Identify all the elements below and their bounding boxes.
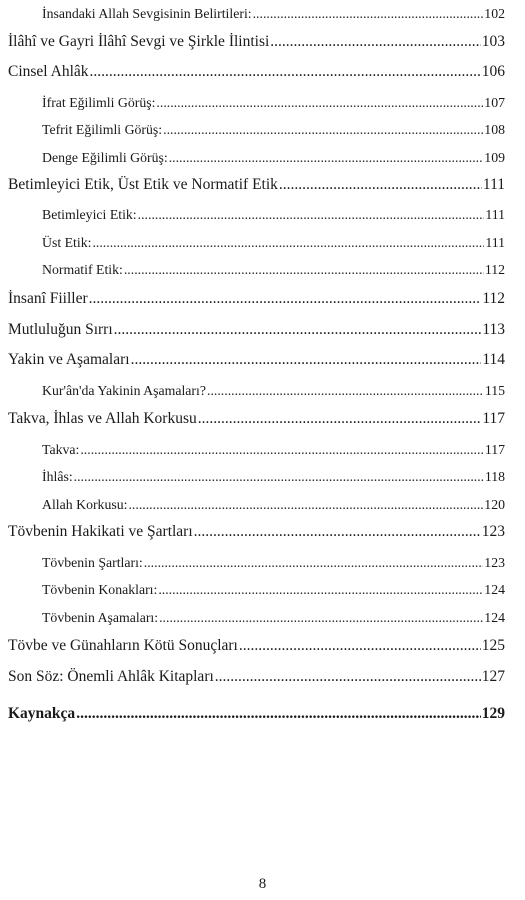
toc-entry-page: 124 <box>484 610 505 625</box>
toc-entry-title: Takva: <box>42 442 80 457</box>
toc-entry-page: 123 <box>481 523 505 540</box>
toc-entry <box>8 410 505 428</box>
toc-entry-title: Normatif Etik: <box>42 262 123 277</box>
toc-entry-title: Betimleyici Etik, Üst Etik ve Normatif Etik <box>8 176 278 193</box>
toc-entry <box>8 176 505 194</box>
toc-entry-page: 115 <box>484 383 505 398</box>
dot-leader <box>169 150 484 166</box>
toc-entry <box>8 351 505 369</box>
toc-entry <box>42 442 505 458</box>
dot-leader <box>159 610 483 626</box>
toc-entry-title: Son Söz: Önemli Ahlâk Kitapları <box>8 668 214 685</box>
toc-entry-page: 109 <box>484 150 505 165</box>
dot-leader <box>253 6 484 22</box>
toc-entry-title: Tövbenin Şartları: <box>42 555 143 570</box>
toc-entry-title: Tefrit Eğilimli Görüş: <box>42 122 163 137</box>
toc-entry-page: 114 <box>482 351 505 368</box>
toc-entry-title: İhlâs: <box>42 469 73 484</box>
toc-entry <box>42 95 505 111</box>
toc-entry <box>42 497 505 513</box>
toc-entry-title: Tövbe ve Günahların Kötü Sonuçları <box>8 637 238 654</box>
toc-entry-page: 112 <box>482 290 505 307</box>
toc-entry-title: İnsanî Fiiller <box>8 290 88 307</box>
toc-entry <box>42 262 505 278</box>
toc-entry-page: 103 <box>481 33 505 50</box>
dot-leader <box>74 469 484 485</box>
toc-entry-title: Allah Korkusu: <box>42 497 128 512</box>
toc-entry-title: Tövbenin Aşamaları: <box>42 610 159 625</box>
toc-entry-title: Tövbenin Hakikati ve Şartları <box>8 523 193 540</box>
dot-leader <box>156 95 483 111</box>
toc-entry <box>8 33 505 51</box>
dot-leader <box>207 383 484 399</box>
toc-entry <box>42 207 505 223</box>
toc-entry-page: 111 <box>485 235 505 250</box>
dot-leader <box>89 290 482 308</box>
toc-entry-page: 102 <box>484 6 505 21</box>
toc-entry <box>8 290 505 308</box>
dot-leader <box>270 33 480 51</box>
toc-entry-title: Üst Etik: <box>42 235 92 250</box>
toc-entry <box>42 6 505 22</box>
toc-entry-title: İfrat Eğilimli Görüş: <box>42 95 156 110</box>
toc-entry-page: 106 <box>481 63 505 80</box>
dot-leader <box>131 351 482 369</box>
toc-entry-title: İnsandaki Allah Sevgisinin Belirtileri: <box>42 6 252 21</box>
dot-leader <box>138 207 485 223</box>
toc-entry-page: 124 <box>484 582 505 597</box>
dot-leader <box>124 262 484 278</box>
toc-entry-title: İlâhî ve Gayri İlâhî Sevgi ve Şirkle İlintisi <box>8 33 270 50</box>
toc-entry-page: 113 <box>482 321 505 338</box>
toc-entry-page: 111 <box>482 176 505 193</box>
toc-entry <box>42 555 505 571</box>
toc-entry <box>42 610 505 626</box>
dot-leader <box>90 63 481 81</box>
toc-entry-page: 118 <box>484 469 505 484</box>
toc-entry-page: 125 <box>481 637 505 654</box>
dot-leader <box>114 321 482 339</box>
toc-entry-title: Takva, İhlas ve Allah Korkusu <box>8 410 197 427</box>
toc-entry <box>8 668 505 686</box>
toc-entry <box>8 321 505 339</box>
toc-entry <box>42 150 505 166</box>
toc-entry-page: 117 <box>482 410 505 427</box>
toc-entry <box>8 63 505 81</box>
toc-entry-page: 107 <box>484 95 505 110</box>
dot-leader <box>144 555 484 571</box>
dot-leader <box>239 637 481 655</box>
dot-leader <box>128 497 483 513</box>
toc-entry-page: 129 <box>481 705 505 722</box>
toc-entry <box>42 122 505 138</box>
toc-entry-title: Betimleyici Etik: <box>42 207 137 222</box>
toc-entry-page: 111 <box>485 207 505 222</box>
dot-leader <box>163 122 483 138</box>
dot-leader <box>198 410 482 428</box>
toc-entry-title: Kur'ân'da Yakinin Aşamaları? <box>42 383 206 398</box>
toc-entry-page: 108 <box>484 122 505 137</box>
dot-leader <box>80 442 483 458</box>
toc-entry-title: Mutluluğun Sırrı <box>8 321 113 338</box>
toc-entry-title: Tövbenin Konakları: <box>42 582 158 597</box>
dot-leader <box>76 705 481 723</box>
dot-leader <box>279 176 482 194</box>
page-number: 8 <box>258 876 267 892</box>
toc-entry <box>8 523 505 541</box>
toc-entry-page: 120 <box>484 497 505 512</box>
toc-entry <box>42 235 505 251</box>
toc-entry <box>8 637 505 655</box>
toc-entry-page: 127 <box>481 668 505 685</box>
toc-entry <box>42 383 505 399</box>
toc-entry-page: 123 <box>484 555 505 570</box>
toc-entry-title: Denge Eğilimli Görüş: <box>42 150 168 165</box>
toc-entry <box>8 705 505 723</box>
toc-entry-title: Kaynakça <box>8 705 76 722</box>
toc-entry <box>42 582 505 598</box>
toc-entry-title: Yakin ve Aşamaları <box>8 351 130 368</box>
toc-entry-page: 117 <box>484 442 505 457</box>
dot-leader <box>215 668 481 686</box>
toc-entry <box>42 469 505 485</box>
dot-leader <box>158 582 483 598</box>
toc-entry-page: 112 <box>484 262 505 277</box>
dot-leader <box>194 523 481 541</box>
toc-entry-title: Cinsel Ahlâk <box>8 63 89 80</box>
dot-leader <box>92 235 484 251</box>
